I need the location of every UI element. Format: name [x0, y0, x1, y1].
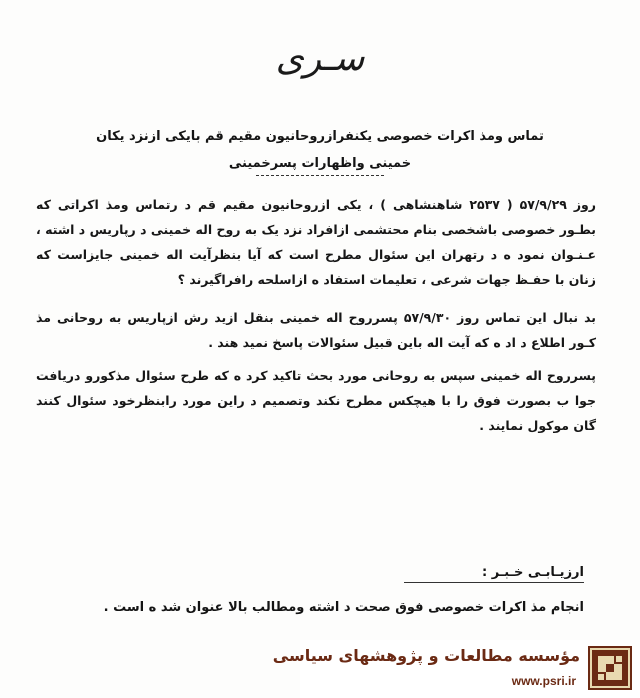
- footer-watermark: [272, 640, 640, 698]
- evaluation-heading: ارزیـابـی خـبـر :: [481, 565, 584, 580]
- body-paragraph-2: بد نبال این تماس روز ۵۷/۹/۳۰ پسرروح اله خمینی بنقل ازید رش ازپاریس به روحانی مذ کـور اطلاع د اد ه که آیت اله باین قبیل سئوالات پاسخ نمید هند .: [36, 310, 596, 350]
- institute-website: www.psri.ir: [511, 674, 576, 688]
- document-subtitle: خمینی واظهارات پسرخمینی: [228, 156, 412, 171]
- evaluation-underline: [404, 582, 584, 583]
- evaluation-text: انجام مذ اکرات خصوصی فوق صحت د اشته ومطالب بالا عنوان شد ه است .: [103, 600, 584, 615]
- classification-stamp: سـری: [275, 38, 365, 79]
- institute-name: مؤسسه مطالعات و پژوهشهای سیاسی: [272, 646, 580, 665]
- institute-logo-icon: [588, 646, 632, 690]
- document-title: تماس ومذ اکرات خصوصی یکنفرازروحانیون مقیم قم بایکی ازنزد یکان: [96, 129, 544, 144]
- subtitle-underline: [256, 175, 384, 176]
- body-paragraph-1: روز ۵۷/۹/۲۹ ( ۲۵۳۷ شاهنشاهی ) ، یکی ازروحانیون مقیم قم د رتماس ومذ اکراتی که بطـور خصوصی باشخصی بنام محتشمی ازافراد نزد یک به روح اله خمینی د رپاریس د اشته ، عـنـوان نمود ه د رتهران این سئوال مطرح است که آیا بنظرآیت اله خمینی جایزاست که زنان با حفـظ جهات شرعی ، تعلیمات استفاد ه ازاسلحه رافراگیرند ؟: [36, 197, 597, 287]
- body-paragraph-3: پسرروح اله خمینی سپس به روحانی مورد بحث تاکید کرد ه که طرح سئوال مذکورو دریافت جوا ب بصورت فوق را با هیچکس مطرح نکند وتصمیم د راین مورد رابنظرخود سئوال کنند گان موکول نمایند .: [36, 368, 596, 433]
